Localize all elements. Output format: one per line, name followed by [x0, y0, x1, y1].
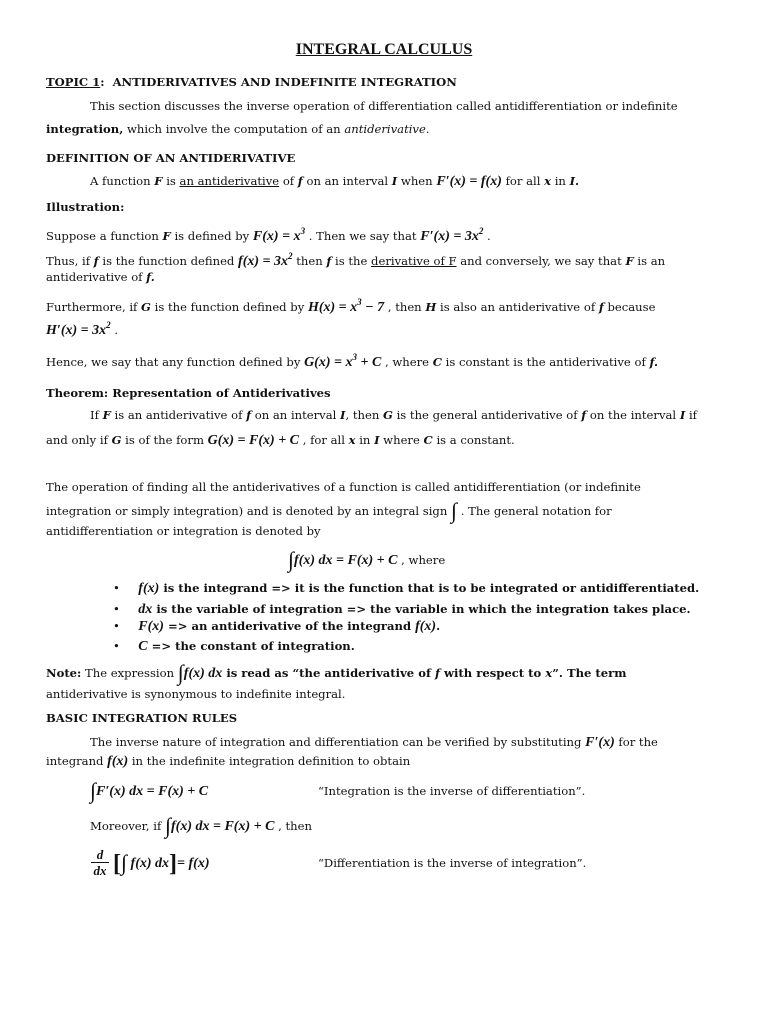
math-expression: $F(x) = x^3$ — [252, 226, 306, 244]
illustration-line-4: Furthermore, if G is the function defined by $H(x) = x^3 - 7$ , then H is also an antiderivative of f because — [46, 297, 656, 315]
rule-2-description: “Differentiation is the inverse of integration”. — [318, 856, 587, 870]
intro-line-2: integration, which involve the computation of an antiderivative. — [46, 122, 430, 136]
illustration-line-1: Suppose a function F is defined by $F(x) = x^3$ . Then we say that $F'(x) = 3x^2$ . — [46, 226, 491, 244]
document-title: INTEGRAL CALCULUS — [295, 41, 473, 58]
integral-sign-icon: ∫ — [121, 850, 128, 875]
math-expression: $H(x) = x^3 - 7$ — [307, 297, 385, 315]
bullet-item: • f(x) is the integrand => it is the function that is to be integrated or antidifferentiated. — [113, 581, 700, 596]
topic-title: ANTIDERIVATIVES AND INDEFINITE INTEGRATION — [112, 75, 457, 89]
note-line-1: Note: The expression ∫f(x) dx is read as “the antiderivative of f with respect to x”. The term — [46, 660, 627, 685]
math-expression: G(x) = F(x) + C — [207, 433, 300, 448]
operation-line-2: integration or simply integration) and is denoted by an integral sign ∫ . The general notation for — [46, 498, 612, 523]
definition-line: A function F is an antiderivative of f on an interval I when F′(x) = f(x) for all x in I. — [90, 174, 580, 189]
math-expression: $F'(x) = 3x^2$ — [420, 226, 484, 244]
general-notation-formula: ∫f(x) dx = F(x) + C , where — [288, 547, 446, 572]
math-expression: F′(x) = f(x) — [436, 174, 502, 189]
rule-1-description: “Integration is the inverse of differentiation”. — [318, 784, 586, 798]
rule-2-formula: [∫ f(x) dx]= f(x) — [113, 850, 210, 877]
note-line-2: antiderivative is synonymous to indefinite integral. — [46, 687, 346, 701]
rules-heading: BASIC INTEGRATION RULES — [46, 711, 238, 725]
derivative-denominator: dx — [93, 863, 107, 878]
illustration-line-2: Thus, if f is the function defined $f(x) = 3x^2$ then f is the derivative of F and conversely, we say that F is an — [46, 251, 666, 269]
bullet-item: • C => the constant of integration. — [113, 639, 355, 654]
topic-heading: TOPIC 1: ANTIDERIVATIVES AND INDEFINITE INTEGRATION — [46, 75, 457, 89]
derivative-numerator: d — [91, 848, 109, 863]
math-expression: f(x) dx = F(x) + C — [294, 553, 398, 568]
rule-1-formula: ∫F′(x) dx = F(x) + C — [90, 778, 209, 803]
integral-sign-icon: ∫ — [90, 778, 97, 803]
note-label: Note: — [46, 666, 82, 680]
operation-line-1: The operation of finding all the antiderivatives of a function is called antidifferentiation (or indefinite — [46, 480, 641, 494]
definition-heading: DEFINITION OF AN ANTIDERIVATIVE — [46, 151, 296, 165]
illustration-line-5: $H'(x) = 3x^2$ . — [46, 320, 119, 338]
illustration-line-3: antiderivative of f. — [46, 270, 155, 284]
intro-line-1: This section discusses the inverse operation of differentiation called antidifferentiation or indefinite — [90, 99, 678, 113]
bullet-item: • dx is the variable of integration => the variable in which the integration takes place. — [113, 602, 691, 617]
math-expression: $f(x) = 3x^2$ — [238, 251, 293, 269]
bullet-item: • F(x) => an antiderivative of the integrand f(x). — [113, 619, 441, 634]
integral-sign-icon: ∫ — [288, 547, 295, 572]
theorem-line-1: If F is an antiderivative of f on an interval I, then G is the general antiderivative of f on the interval I if — [90, 408, 697, 422]
integral-sign-icon: ∫ — [177, 660, 184, 685]
illustration-heading: Illustration: — [46, 200, 125, 214]
theorem-heading: Theorem: Representation of Antiderivatives — [46, 386, 331, 400]
rules-line-1: The inverse nature of integration and differentiation can be verified by substituting F′(x) for the — [90, 735, 658, 750]
illustration-line-6: Hence, we say that any function defined by $G(x) = x^3 + C$ , where C is constant is the antiderivative of f. — [46, 352, 659, 370]
integral-sign-icon: ∫ — [164, 813, 171, 838]
rules-line-2: integrand f(x) in the indefinite integration definition to obtain — [46, 754, 411, 769]
math-expression: $G(x) = x^3 + C$ — [304, 352, 382, 370]
rule-2-condition: Moreover, if ∫f(x) dx = F(x) + C , then — [90, 813, 312, 838]
topic-label: TOPIC 1 — [46, 75, 101, 89]
operation-line-3: antidifferentiation or integration is denoted by — [46, 524, 321, 538]
integral-sign-icon: ∫ — [451, 498, 458, 523]
theorem-line-2: and only if G is of the form G(x) = F(x) + C , for all x in I where C is a constant. — [46, 433, 515, 448]
math-expression: $H'(x) = 3x^2$ — [46, 320, 111, 338]
